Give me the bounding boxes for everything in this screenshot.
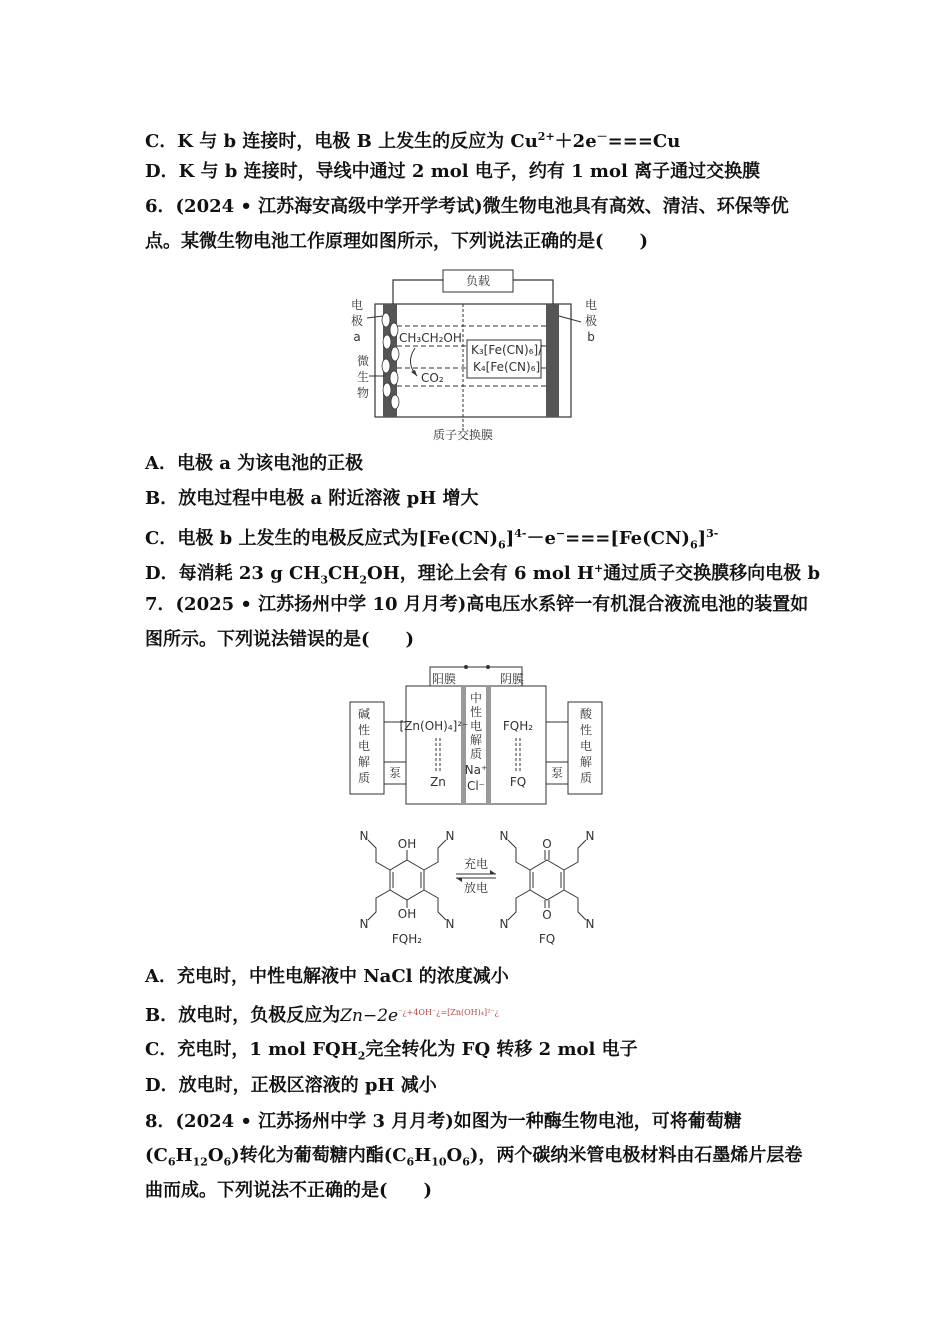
alkaline-char-1: 碱 [357,707,371,721]
electrode-b-char-2: 极 [584,314,598,328]
acidic-char-4: 解 [579,755,593,769]
salt-label-1: K₃[Fe(CN)₆]/ [471,343,543,357]
alkaline-char-3: 电 [357,739,371,753]
fqh2-n-3: N [359,917,369,931]
fq-o-top: O [542,837,552,851]
neutral-char-4: 解 [469,733,483,747]
na-label: Na⁺ [464,763,488,777]
zn-label: Zn [430,775,446,789]
q7-option-d: D．放电时，正极区溶液的 pH 减小 [145,1075,437,1096]
q7-flow-battery-diagram [348,662,604,808]
ethanol-label: CH₃CH₂OH [399,331,462,345]
discharge-label: 放电 [463,881,489,895]
acidic-char-5: 质 [579,771,593,785]
electrode-a-char-1: 电 [350,298,364,312]
fqh2-n-4: N [445,917,455,931]
fq-n-3: N [499,917,509,931]
q6-option-c: C．电极 b 上发生的电极反应式为$[Fe(CN)_6]^{4-}-e^-===[Fe(CN)_6]^{3-}$ [145,527,719,552]
membrane-label: 质子交换膜 [432,428,494,442]
q6-option-a: A．电极 a 为该电池的正极 [145,453,364,474]
pump-left-label: 泵 [388,766,402,780]
microbe-char-2: 生 [356,370,370,384]
zincate-label: [Zn(OH)₄]²⁻ [399,719,469,733]
electrode-b-char-3: b [587,330,595,344]
q6-stem-line1: 6．(2024 • 江苏海安高级中学开学考试)微生物电池具有高效、清洁、环保等优 [145,196,789,217]
q6-option-d: D．每消耗 23 g $CH_3CH_2OH$，理论上会有 6 mol H+通过质子交换膜移向电极 b [145,562,821,587]
neutral-char-5: 质 [469,747,483,761]
q5-option-d: D．K 与 b 连接时，导线中通过 2 mol 电子，约有 1 mol 离子通过交换膜 [145,161,761,182]
electrode-a-char-3: a [353,330,361,344]
fqh2-oh-top: OH [397,837,417,851]
fqh2-n-1: N [359,830,369,843]
fq-name: FQ [538,932,556,946]
anion-membrane [461,686,466,804]
q7-option-b: B．放电时，负极反应为$Zn-2e^{^-¿+4OH^-¿=[Zn(OH)_4]^{2-}¿}$ [145,1005,499,1026]
neutral-char-2: 性 [469,705,483,719]
q6-option-b: B．放电过程中电极 a 附近溶液 pH 增大 [145,488,479,509]
alkaline-char-5: 质 [357,771,371,785]
neutral-char-1: 中 [469,691,483,705]
q7-stem-line1: 7．(2025 • 江苏扬州中学 10 月月考)高电压水系锌一有机混合液流电池的装置如 [145,594,809,615]
fq-ring [530,860,564,900]
salt-label-2: K₄[Fe(CN)₆] [473,360,541,374]
alkaline-char-2: 性 [357,723,371,737]
q7-option-c: C．充电时，1 mol $FQH_2$完全转化为 FQ 转移 2 mol 电子 [145,1039,638,1063]
neutral-char-3: 电 [469,719,483,733]
electrode-b-char-1: 电 [584,298,598,312]
q6-stem-line2: 点。某微生物电池工作原理如图所示，下列说法正确的是( ) [145,231,649,252]
q8-stem-line1: 8．(2024 • 江苏扬州中学 3 月月考)如图为一种酶生物电池，可将葡萄糖 [145,1111,742,1132]
electrode-b [546,304,559,417]
fq-n-4: N [585,917,595,931]
fqh2-label: FQH₂ [502,719,534,733]
fqh2-oh-bottom: OH [397,907,417,921]
acidic-char-3: 电 [579,739,593,753]
microbe-char-1: 微 [356,354,370,368]
fqh2-n-2: N [445,830,455,843]
q7-stem-line2: 图所示。下列说法错误的是( ) [145,629,415,650]
fqh2-ring [390,860,424,900]
co2-label: CO₂ [421,371,444,385]
microbe-char-3: 物 [356,386,370,400]
anion-membrane-label: 阳膜 [431,672,457,686]
q7-option-a: A．充电时，中性电解液中 NaCl 的浓度减小 [145,966,509,987]
charge-label: 充电 [463,857,489,871]
fqh2-name: FQH₂ [391,932,423,946]
q8-stem-line3: 曲而成。下列说法不正确的是( ) [145,1180,433,1201]
load-label: 负载 [465,274,491,288]
q5-option-c: C．K 与 b 连接时，电极 B 上发生的反应为 $Cu^{2+}+2e^-===Cu$ [145,130,681,152]
cation-membrane [486,686,491,804]
q6-cell-diagram [345,268,615,444]
cl-label: Cl⁻ [466,779,486,793]
alkaline-char-4: 解 [357,755,371,769]
fq-n-1: N [499,830,509,843]
fq-label: FQ [509,775,527,789]
pump-right-label: 泵 [550,766,564,780]
q7-molecule-structures [352,830,602,950]
electrode-a-char-2: 极 [350,314,364,328]
cation-membrane-label: 阴膜 [499,672,525,686]
acidic-char-1: 酸 [579,707,593,721]
acidic-char-2: 性 [579,723,593,737]
fq-n-2: N [585,830,595,843]
q8-stem-line2: $(C_6H_{12}O_6)$转化为葡萄糖内酯$(C_6H_{10}O_6)$，两个碳纳米管电极材料由石墨烯片层卷 [145,1145,803,1169]
fq-o-bottom: O [542,908,552,922]
